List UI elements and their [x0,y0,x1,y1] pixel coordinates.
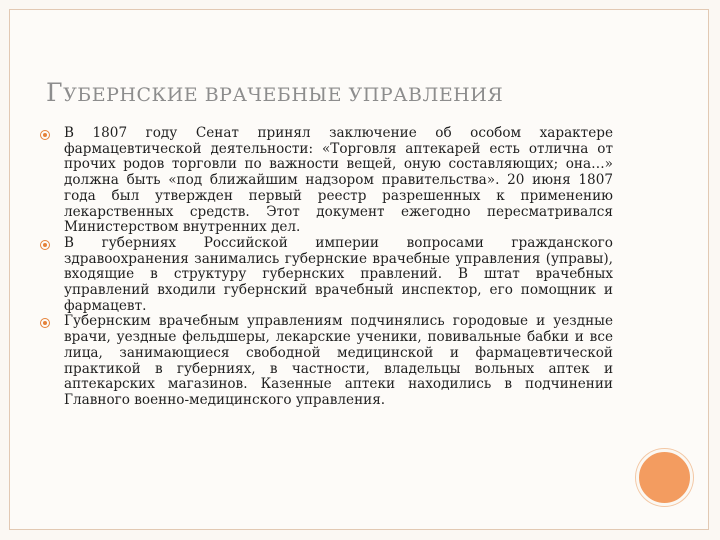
bullet-text: В 1807 году Сенат принял заключение об особом характере фармацевтической деятельности: «Торговля аптекарей есть отлична от прочих родов торговли по важности вещей, оную составляющих; она…» должна быть «под ближайшим надзором правительства». 20 июня 1807 года был утвержден первый реестр разрешенных к применению лекарственных средств. Этот документ ежегодно пересматривался Министерством внутренних дел. [64,125,613,236]
decorative-circle [636,449,693,506]
slide-title [46,78,503,107]
list-item [40,314,613,408]
bullet-list [40,126,613,409]
circle-bullet-icon [40,318,50,328]
list-item [40,126,613,236]
bullet-text: В губерниях Российской империи вопросами гражданского здравоохранения занимались губернские врачебные управления (управы), входящие в структуру губернских правлений. В штат врачебных управлений входили губернский врачебный инспектор, его помощник и фармацевт. [64,234,613,314]
circle-bullet-icon [40,130,50,140]
bullet-text: Губернским врачебным управлениям подчинялись городовые и уездные врачи, уездные фельдшеры, лекарские ученики, повивальные бабки и все лица, занимающиеся свободной медицинской и фармацевтической практикой в губерниях, в частности, владельцы вольных аптек и аптекарских магазинов. Казенные аптеки находились в подчинении Главного военно-медицинского управления. [64,313,613,408]
circle-bullet-icon [40,240,50,250]
list-item [40,236,613,315]
title-initial: Г [46,78,64,107]
title-rest: УБЕРНСКИЕ ВРАЧЕБНЫЕ УПРАВЛЕНИЯ [63,84,504,106]
